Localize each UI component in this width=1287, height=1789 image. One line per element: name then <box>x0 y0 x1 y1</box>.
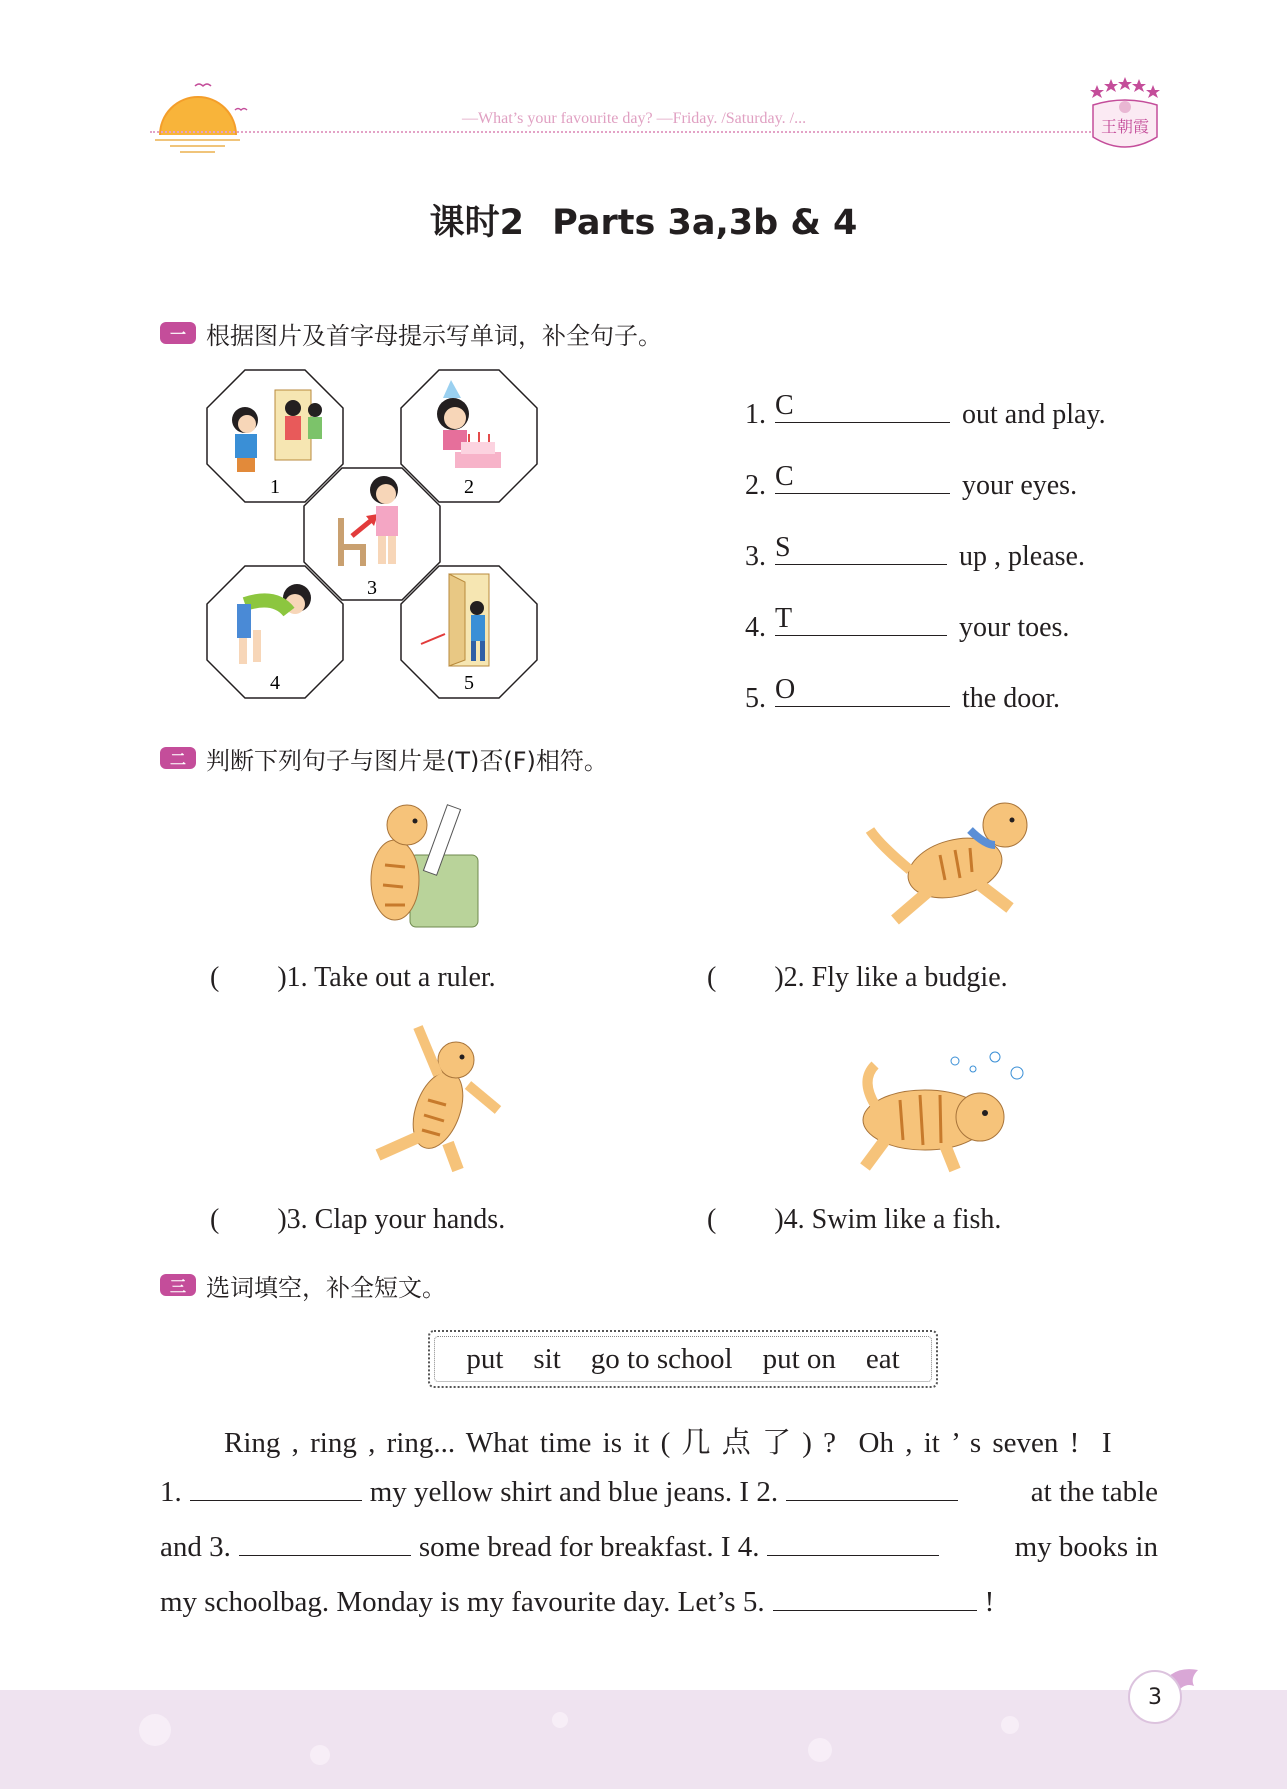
answer-blank[interactable] <box>775 676 950 707</box>
tiger-clap-hands-image <box>358 1015 513 1175</box>
picture-4-touch-toes <box>207 566 343 698</box>
close-paren: ) <box>774 962 784 993</box>
statement-text: 2. Fly like a budgie. <box>783 962 1008 993</box>
first-letter: O <box>775 674 796 705</box>
picture-2-number: 2 <box>464 476 474 498</box>
section-1-instruction: 根据图片及首字母提示写单词，补全句子。 <box>206 321 662 350</box>
picture-2-close-eyes <box>401 370 537 502</box>
answer-blank[interactable] <box>775 392 950 423</box>
word-bank-item: put <box>466 1342 504 1375</box>
word-bank-item: put on <box>762 1342 836 1375</box>
section-3-heading <box>160 1270 446 1300</box>
section-2-badge: 二 <box>160 747 196 769</box>
answer-blank[interactable] <box>775 605 947 636</box>
tiger-fly-image <box>860 790 1035 940</box>
statement-text: 4. Swim like a fish. <box>783 1204 1002 1235</box>
tf-item-1 <box>210 962 496 994</box>
passage-blank-5[interactable] <box>773 1586 977 1611</box>
answer-blank[interactable] <box>775 463 950 494</box>
tf-item-3 <box>210 1204 505 1236</box>
open-paren: ( <box>707 962 717 993</box>
question-text: out and play. <box>962 399 1106 430</box>
brand-text: 王朝霞 <box>1100 117 1150 136</box>
question-text: up , please. <box>959 541 1085 572</box>
open-paren: ( <box>707 1204 717 1235</box>
section-3-badge: 三 <box>160 1274 196 1296</box>
passage-blank-3[interactable] <box>239 1531 411 1556</box>
header-rule <box>150 131 1098 133</box>
word-bank <box>428 1330 938 1388</box>
passage-blank-2[interactable] <box>786 1476 958 1501</box>
page-number: 3 <box>1128 1670 1182 1724</box>
picture-3-number: 3 <box>367 577 377 599</box>
passage-text: and 3. <box>160 1531 231 1563</box>
passage-text: my yellow shirt and blue jeans. I 2. <box>369 1476 779 1508</box>
open-paren: ( <box>210 1204 220 1235</box>
passage-text: 1. <box>160 1476 182 1508</box>
close-paren: ) <box>277 1204 287 1235</box>
first-letter: S <box>775 532 791 563</box>
tf-item-2 <box>707 962 1008 994</box>
section-1-question-5 <box>745 676 1060 715</box>
picture-5-open-door <box>401 566 537 698</box>
answer-slot[interactable] <box>224 1204 282 1238</box>
passage-text: my books in <box>1014 1531 1158 1563</box>
tiger-swim-image <box>845 1045 1030 1175</box>
section-1-question-3 <box>745 534 1085 573</box>
sunset-icon <box>150 80 250 155</box>
picture-cluster <box>205 368 545 700</box>
brand-logo-icon <box>1085 75 1165 165</box>
question-number: 2. <box>745 470 766 501</box>
lesson-parts: Parts 3a,3b & 4 <box>552 203 858 243</box>
answer-slot[interactable] <box>721 1204 779 1238</box>
section-1-heading <box>160 318 662 348</box>
running-title: —What’s your favourite day? —Friday. /Saturday. /... <box>462 110 807 127</box>
picture-4-number: 4 <box>270 672 280 694</box>
lesson-number: 课时2 <box>429 203 524 243</box>
picture-5-number: 5 <box>464 672 474 694</box>
passage-line-4 <box>160 1586 1158 1619</box>
close-paren: ) <box>277 962 287 993</box>
answer-slot[interactable] <box>224 962 282 996</box>
passage-line-3 <box>160 1531 1158 1564</box>
word-bank-item: eat <box>865 1342 900 1375</box>
answer-blank[interactable] <box>775 534 947 565</box>
section-1-question-2 <box>745 463 1077 502</box>
picture-1-come-out <box>207 370 343 502</box>
statement-text: 3. Clap your hands. <box>286 1204 506 1235</box>
open-paren: ( <box>210 962 220 993</box>
first-letter: T <box>775 603 793 634</box>
passage-line-1 <box>224 1420 1158 1461</box>
passage-text: at the table <box>1030 1476 1158 1508</box>
question-text: your toes. <box>959 612 1070 643</box>
picture-1-number: 1 <box>270 476 280 498</box>
passage-text: my schoolbag. Monday is my favourite day. Let’s 5. <box>160 1586 765 1618</box>
header <box>0 0 1287 170</box>
footer-decoration <box>0 1690 1287 1789</box>
word-bank-item: go to school <box>590 1342 733 1375</box>
section-2-heading <box>160 743 608 773</box>
close-paren: ) <box>774 1204 784 1235</box>
first-letter: C <box>775 390 794 421</box>
question-number: 3. <box>745 541 766 572</box>
passage-blank-4[interactable] <box>767 1531 939 1556</box>
section-1-question-4 <box>745 605 1069 644</box>
passage-text: Ring , ring , ring... What time is it ( 几 点 了 ) ? Oh , it ’ s seven ! I <box>224 1427 1112 1459</box>
answer-slot[interactable] <box>721 962 779 996</box>
first-letter: C <box>775 461 794 492</box>
footer-band <box>0 1690 1287 1789</box>
tiger-take-out-ruler-image <box>355 795 495 935</box>
passage-text: ! <box>984 1586 995 1618</box>
section-3-instruction: 选词填空，补全短文。 <box>206 1273 446 1302</box>
section-2-instruction: 判断下列句子与图片是(T)否(F)相符。 <box>206 746 608 775</box>
section-1-badge: 一 <box>160 322 196 344</box>
lesson-title <box>0 195 1287 245</box>
question-number: 5. <box>745 683 766 714</box>
passage-text: some bread for breakfast. I 4. <box>418 1531 760 1563</box>
question-number: 4. <box>745 612 766 643</box>
statement-text: 1. Take out a ruler. <box>286 962 496 993</box>
passage-blank-1[interactable] <box>190 1476 362 1501</box>
question-number: 1. <box>745 399 766 430</box>
picture-3-sit-up <box>304 468 440 600</box>
word-bank-item: sit <box>533 1342 561 1375</box>
question-text: the door. <box>962 683 1060 714</box>
passage-line-2 <box>160 1476 1158 1509</box>
tf-item-4 <box>707 1204 1001 1236</box>
section-1-question-1 <box>745 392 1106 431</box>
question-text: your eyes. <box>962 470 1078 501</box>
